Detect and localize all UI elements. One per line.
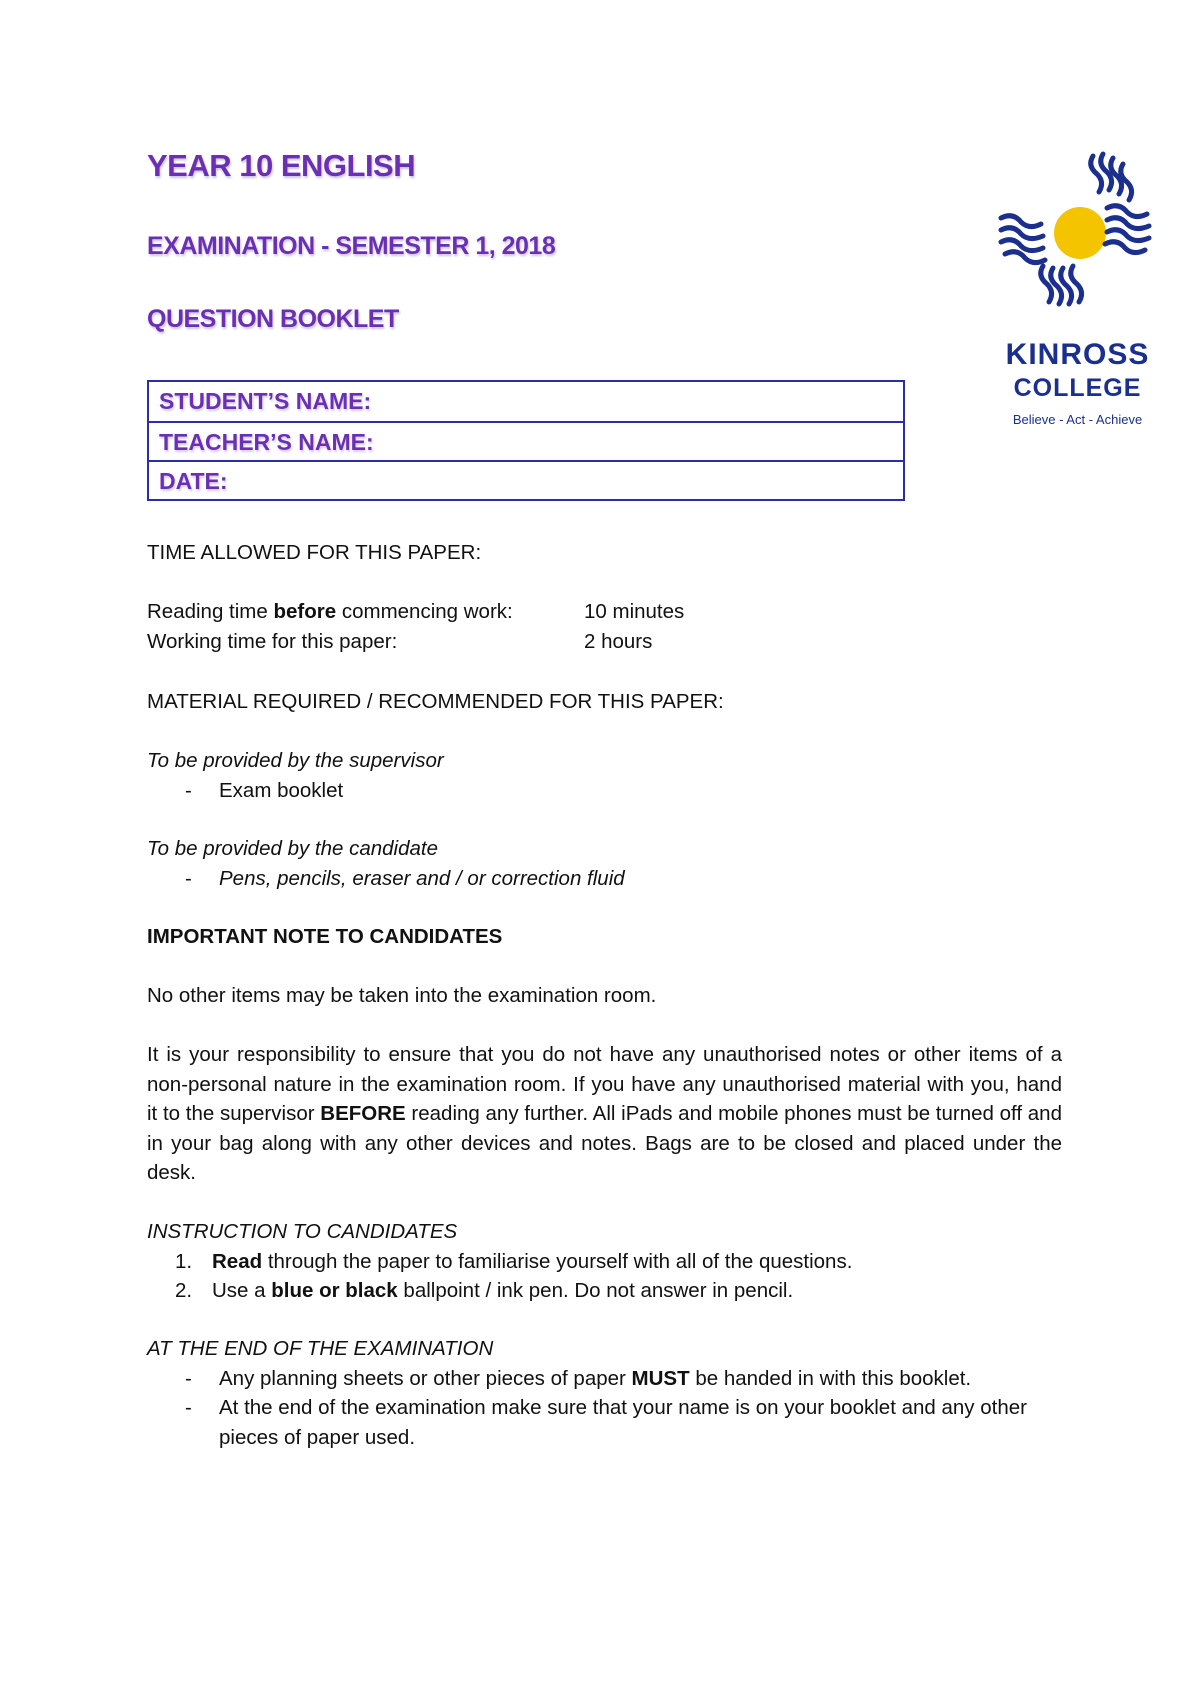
working-time-label: Working time for this paper: — [147, 629, 398, 653]
reading-time-label: Reading time before commencing work: — [147, 600, 513, 623]
list-item: - Any planning sheets or other pieces of paper MUST be handed in with this booklet. — [147, 1364, 1062, 1394]
booklet-title: QUESTION BOOKLET — [147, 305, 399, 333]
list-item: 2. Use a blue or black ballpoint / ink pen. Do not answer in pencil. — [175, 1279, 794, 1302]
list-item: - Exam booklet — [147, 776, 1062, 806]
student-name-field[interactable]: STUDENT’S NAME: — [159, 388, 372, 414]
instructions-heading: INSTRUCTION TO CANDIDATES — [147, 1220, 458, 1243]
materials-label: MATERIAL REQUIRED / RECOMMENDED FOR THIS PAPER: — [147, 690, 724, 713]
end-exam-heading: AT THE END OF THE EXAMINATION — [147, 1337, 494, 1360]
exam-title: EXAMINATION - SEMESTER 1, 2018 — [147, 232, 556, 260]
candidate-heading: To be provided by the candidate — [147, 837, 439, 860]
college-logo — [995, 148, 1160, 428]
supervisor-heading: To be provided by the supervisor — [147, 749, 444, 772]
no-items-text: No other items may be taken into the examination room. — [147, 984, 657, 1007]
sun-wave-emblem-icon — [995, 148, 1160, 328]
working-time-row — [147, 627, 1062, 657]
working-time-value: 2 hours — [584, 629, 653, 653]
important-note-heading: IMPORTANT NOTE TO CANDIDATES — [147, 925, 503, 948]
list-item: 1. Read through the paper to familiarise yourself with all of the questions. — [175, 1249, 853, 1273]
candidate-materials — [147, 834, 1062, 893]
supervisor-materials — [147, 746, 1062, 805]
logo-name-line1: KINROSS — [1005, 338, 1150, 371]
instructions-section — [147, 1217, 1062, 1306]
time-allowed-label: TIME ALLOWED FOR THIS PAPER: — [147, 541, 482, 564]
reading-time-value: 10 minutes — [584, 600, 685, 623]
student-details-box — [147, 380, 905, 501]
end-exam-section — [147, 1334, 1062, 1452]
date-field[interactable]: DATE: — [149, 460, 903, 499]
logo-tagline: Believe - Act - Achieve — [1012, 412, 1143, 427]
time-table — [147, 597, 1062, 656]
list-item: - At the end of the examination make sure that your name is on your booklet and any other pieces of paper used. — [147, 1393, 1062, 1452]
logo-name-line2: COLLEGE — [1013, 374, 1142, 402]
subject-title: YEAR 10 ENGLISH — [147, 148, 416, 183]
teacher-name-field[interactable]: TEACHER’S NAME: — [149, 421, 903, 460]
list-item: - Pens, pencils, eraser and / or correction fluid — [147, 864, 1062, 894]
reading-time-row — [147, 597, 1062, 627]
responsibility-paragraph: It is your responsibility to ensure that you do not have any unauthorised notes or other items of a non-personal nature in the examination room. If you have any unauthorised material with you, hand it to the supervisor BEFORE reading any further. All iPads and mobile phones must be turned off and in your bag along with any other devices and notes. Bags are to be closed and placed under the desk. — [147, 1043, 1062, 1184]
